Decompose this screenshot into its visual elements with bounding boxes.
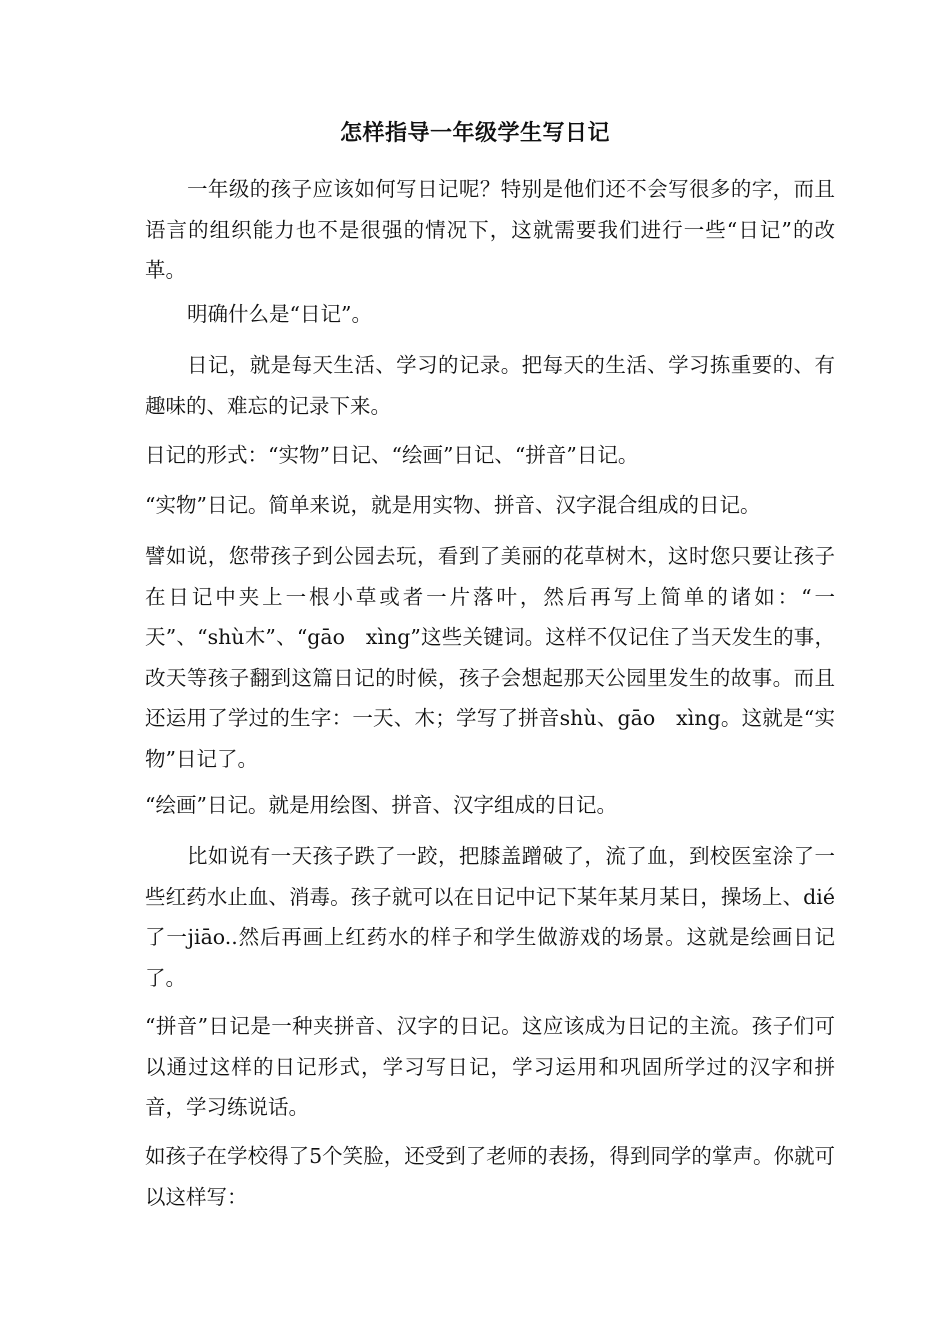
paragraph-diary-meaning: 日记，就是每天生活、学习的记录。把每天的生活、学习拣重要的、有趣味的、难忘的记录下来。	[145, 353, 835, 418]
paragraph-define-diary: 明确什么是“日记”。	[187, 302, 372, 326]
paragraph-drawing-diary: “绘画”日记。就是用绘图、拼音、汉字组成的日记。	[145, 793, 617, 817]
document-title: 怎样指导一年级学生写日记	[339, 121, 610, 146]
paragraph-object-diary: “实物”日记。简单来说，就是用实物、拼音、汉字混合组成的日记。	[145, 493, 761, 517]
paragraph-pinyin-diary: “拼音”日记是一种夹拼音、汉字的日记。这应该成为日记的主流。孩子们可以通过这样的日记形式，学习写日记，学习运用和巩固所学过的汉字和拼音，学习练说话。	[145, 1014, 835, 1119]
paragraph-drawing-example: 比如说有一天孩子跌了一跤，把膝盖蹭破了，流了血，到校医室涂了一些红药水止血、消毒。孩子就可以在日记中记下某年某月某日，操场上、dié了一jiāo..然后再画上红药水的样子和学生做游戏的场景。这就是绘画日记了。	[145, 844, 835, 990]
paragraph-intro: 一年级的孩子应该如何写日记呢？特别是他们还不会写很多的字，而且语言的组织能力也不是很强的情况下，这就需要我们进行一些“日记”的改革。	[145, 177, 835, 282]
paragraph-diary-forms: 日记的形式：“实物”日记、“绘画”日记、“拼音”日记。	[145, 443, 639, 467]
paragraph-object-example: 譬如说，您带孩子到公园去玩，看到了美丽的花草树木，这时您只要让孩子在日记中夹上一根小草或者一片落叶，然后再写上简单的诸如：“一天”、“shù木”、“gāo xìng”这些关键词。这样不仅记住了当天发生的事，改天等孩子翻到这篇日记的时候，孩子会想起那天公园里发生的故事。而且还运用了学过的生字：一天、木；学写了拼音shù、gāo xìng。这就是“实物”日记了。	[145, 544, 835, 771]
paragraph-pinyin-example: 如孩子在学校得了5个笑脸，还受到了老师的表扬，得到同学的掌声。你就可以这样写：	[145, 1144, 835, 1209]
